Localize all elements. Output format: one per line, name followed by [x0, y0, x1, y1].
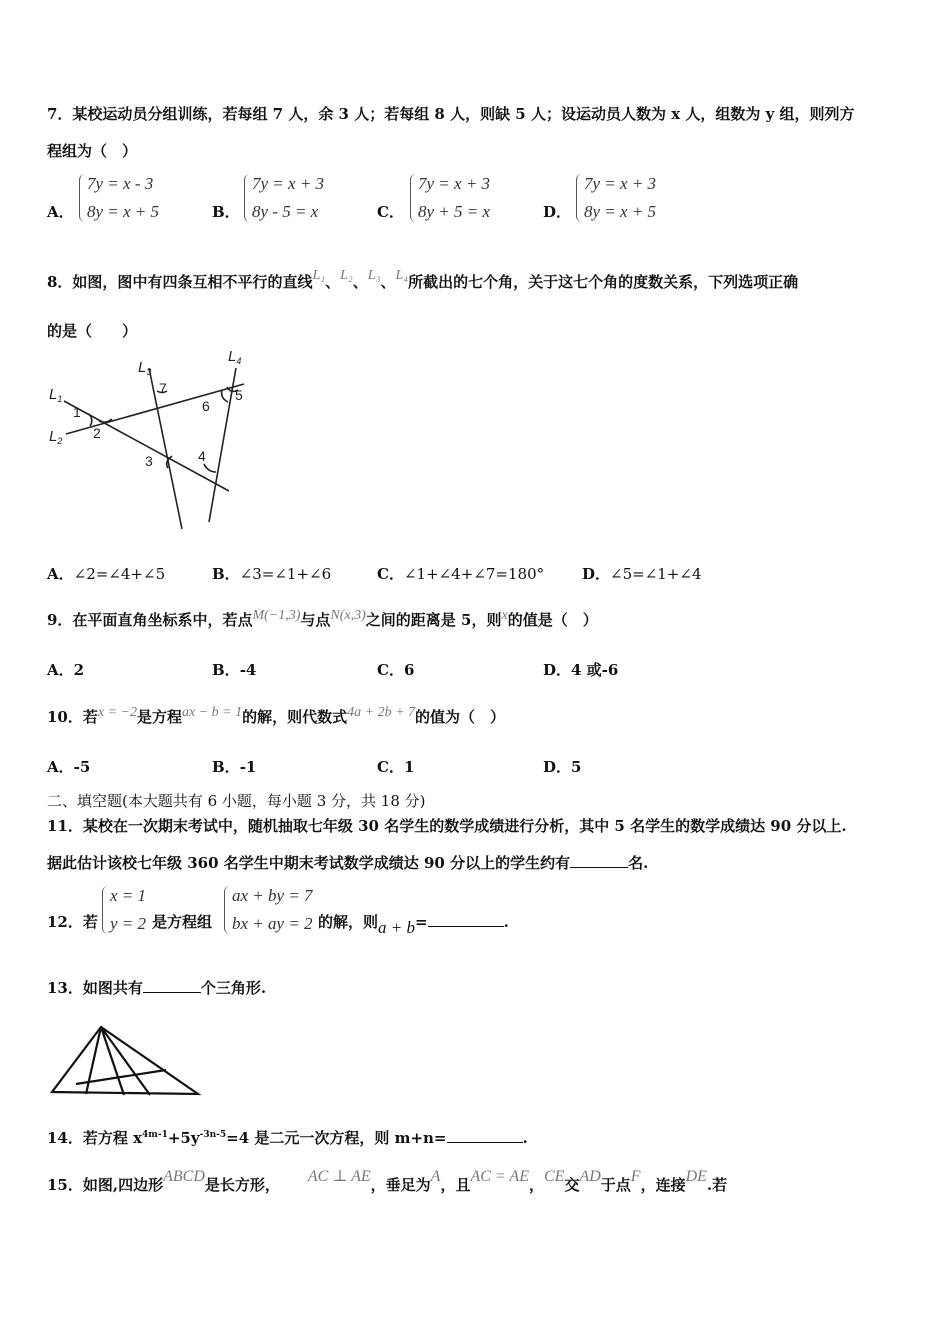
- q7-option-d-system[interactable]: [576, 174, 686, 224]
- var-x: x: [501, 608, 508, 623]
- q8-stem-b: 所截出的七个角，关于这七个角的度数关系，下列选项正确: [408, 273, 799, 291]
- option-label: B．: [212, 565, 240, 583]
- option-label: D．: [543, 758, 572, 776]
- line-l3: L₃: [367, 268, 381, 283]
- angle-label-1: 1: [73, 404, 81, 420]
- q9-stem-d: 的值是（ ）: [507, 611, 598, 629]
- option-text: 1: [403, 758, 415, 776]
- option-label: A．: [47, 661, 74, 679]
- math-f: F: [630, 1168, 641, 1185]
- q10-stem: [47, 706, 505, 727]
- angle-label-4: 4: [198, 448, 206, 464]
- q15-stem: [47, 1168, 728, 1195]
- q10-stem-c: 的解，则代数式: [242, 708, 348, 726]
- point-n: N(x,3): [330, 608, 366, 623]
- option-text: ∠1+∠4+∠7=180°: [403, 565, 545, 583]
- angle-arc-6: [222, 390, 228, 402]
- q11-text-end: 名.: [628, 854, 649, 872]
- option-text: 5: [571, 758, 582, 776]
- math-equation: ax − b = 1: [182, 705, 243, 720]
- math-x-eq: x = −2: [97, 705, 137, 720]
- equation: 7y = x + 3: [252, 174, 325, 193]
- q12-end-text: 的解，则: [318, 913, 379, 931]
- brace-icon: [244, 174, 251, 222]
- q7-option-c-system[interactable]: [410, 174, 520, 224]
- math-ce: CE: [543, 1168, 565, 1185]
- option-label: D．: [543, 661, 572, 679]
- q7-option-d-label: D．: [543, 203, 572, 221]
- q15-text: 于点: [600, 1176, 631, 1194]
- q8-stem-line1: [47, 268, 799, 292]
- q7-option-a-system[interactable]: [79, 174, 189, 224]
- point-m: M(−1,3): [252, 608, 301, 623]
- option-text: 2: [73, 661, 85, 679]
- q7-option-a-label: A．: [47, 203, 74, 221]
- option-text: 6: [403, 661, 415, 679]
- brace-icon: [102, 886, 109, 934]
- math-abcd: ABCD: [163, 1168, 205, 1185]
- q10-option-a[interactable]: [47, 756, 90, 777]
- cevian-3: [101, 1027, 150, 1095]
- option-label: C．: [377, 661, 404, 679]
- equation: bx + ay = 2: [232, 914, 313, 933]
- math-a: A: [430, 1168, 441, 1185]
- q13-stem: [47, 977, 266, 998]
- q15-text: ，且: [440, 1176, 471, 1194]
- answer-blank[interactable]: [447, 1128, 523, 1143]
- option-label: A．: [47, 758, 74, 776]
- angle-label-3: 3: [145, 453, 153, 469]
- q15-text: ，: [528, 1176, 544, 1194]
- q7-option-c-label: C．: [377, 203, 404, 221]
- q8-option-a[interactable]: [47, 563, 165, 584]
- label-l3: $L_3$: [138, 359, 152, 377]
- q8-figure: [44, 346, 254, 536]
- q15-text: ，垂足为: [370, 1176, 431, 1194]
- q10-option-c[interactable]: [377, 756, 414, 777]
- label-l2: $L_2$: [49, 428, 63, 446]
- line-l4: L₄: [395, 268, 409, 283]
- cevian-2: [101, 1027, 124, 1095]
- q8-stem-line2: 的是（ ）: [47, 322, 138, 340]
- section-heading: 二、填空题(本大题共有 6 小题，每小题 3 分，共 18 分): [47, 792, 426, 810]
- angle-label-7: 7: [159, 380, 167, 396]
- q9-stem-b: 与点: [300, 611, 331, 629]
- angle-label-6: 6: [202, 398, 210, 414]
- equation: 8y = x + 5: [87, 202, 160, 221]
- q10-option-b[interactable]: [212, 756, 256, 777]
- equation: 8y - 5 = x: [252, 202, 319, 221]
- equation: ax + by = 7: [232, 886, 313, 905]
- label-l4: $L_4$: [228, 348, 242, 366]
- brace-icon: [224, 886, 231, 934]
- math-perp: AC ⊥ AE: [307, 1168, 371, 1185]
- q11-line1: 11．某校在一次期末考试中，随机抽取七年级 30 名学生的数学成绩进行分析，其中 5 名学生的数学成绩达 90 分以上.: [47, 817, 847, 835]
- math-ad: AD: [579, 1168, 601, 1185]
- q14-text-a: 14．若方程 x: [47, 1129, 143, 1147]
- label-l1: $L_1$: [49, 386, 63, 404]
- q10-stem-a: 10．若: [47, 708, 98, 726]
- period: .: [522, 1129, 528, 1147]
- equation: 8y = x + 5: [584, 202, 657, 221]
- q14-text-b: +5y: [167, 1129, 200, 1147]
- q8-option-b[interactable]: [212, 563, 331, 584]
- q7-option-b-system[interactable]: [244, 174, 354, 224]
- q12-label: 12．若: [47, 913, 98, 931]
- q9-option-c[interactable]: [377, 659, 414, 680]
- equation: 7y = x + 3: [584, 174, 657, 193]
- option-text: 4 或-6: [571, 661, 619, 679]
- q13-triangle-figure: [46, 1022, 206, 1100]
- q8-option-c[interactable]: [377, 563, 544, 584]
- option-label: B．: [212, 661, 240, 679]
- q11-text: 据此估计该校七年级 360 名学生中期末考试数学成绩达 90 分以上的学生约有: [47, 854, 571, 872]
- q8-stem-a: 8．如图，图中有四条互相不平行的直线: [47, 273, 313, 291]
- answer-blank[interactable]: [428, 912, 504, 927]
- q7-stem-line1: 7．某校运动员分组训练，若每组 7 人，余 3 人；若每组 8 人，则缺 5 人；设运动员人数为 x 人，组数为 y 组，则列方: [47, 105, 855, 123]
- q15-text: 交: [564, 1176, 580, 1194]
- equation: 7y = x + 3: [418, 174, 491, 193]
- option-label: A．: [47, 565, 74, 583]
- angle-label-5: 5: [235, 387, 243, 403]
- math-de: DE: [685, 1168, 707, 1185]
- q13-text: 13．如图共有: [47, 979, 143, 997]
- period: .: [503, 913, 509, 931]
- q14-stem: [47, 1127, 528, 1148]
- option-label: B．: [212, 758, 240, 776]
- line-l1: L₁: [312, 268, 326, 283]
- q12-equation-system: [224, 886, 324, 936]
- brace-icon: [576, 174, 583, 222]
- option-text: -5: [73, 758, 91, 776]
- q9-stem-c: 之间的距离是 5，则: [365, 611, 502, 629]
- brace-icon: [410, 174, 417, 222]
- math-ac-ae: AC = AE: [470, 1168, 529, 1185]
- option-label: C．: [377, 758, 404, 776]
- option-text: -1: [239, 758, 257, 776]
- q15-text: .若: [706, 1176, 728, 1194]
- brace-icon: [79, 174, 86, 222]
- q10-stem-d: 的值为（ ）: [415, 708, 506, 726]
- math-expression: 4a + 2b + 7: [347, 705, 416, 720]
- q12-mid: 是方程组: [152, 913, 213, 931]
- q12-end: [318, 911, 509, 937]
- exponent-2: -3n-5: [199, 1130, 227, 1140]
- option-text: ∠3=∠1+∠6: [239, 565, 332, 583]
- sep: 、: [380, 273, 396, 291]
- exponent-1: 4m-1: [142, 1130, 168, 1140]
- line-l2: L₂: [340, 268, 353, 283]
- answer-blank[interactable]: [570, 853, 628, 868]
- equation: 8y + 5 = x: [418, 202, 491, 221]
- option-text: ∠2=∠4+∠5: [73, 565, 166, 583]
- option-text: ∠5=∠1+∠4: [610, 565, 702, 583]
- q10-option-d[interactable]: [543, 756, 581, 777]
- option-text: -4: [239, 661, 257, 679]
- option-label: C．: [377, 565, 404, 583]
- q9-option-d[interactable]: [543, 659, 618, 680]
- angle-arc-4: [204, 464, 216, 472]
- option-label: D．: [582, 565, 611, 583]
- equation: 7y = x - 3: [87, 174, 154, 193]
- q10-stem-b: 是方程: [136, 708, 182, 726]
- q7-option-b-label: B．: [212, 203, 240, 221]
- q14-text-c: =4 是二元一次方程，则 m+n=: [226, 1129, 447, 1147]
- q9-option-b[interactable]: [212, 659, 256, 680]
- angle-label-2: 2: [93, 425, 101, 441]
- equation: x = 1: [110, 886, 147, 905]
- q7-stem-line2: 程组为（ ）: [47, 142, 138, 160]
- q15-text: ，连接: [640, 1176, 686, 1194]
- q15-text: 15．如图,四边形: [47, 1176, 164, 1194]
- sep: 、: [352, 273, 368, 291]
- sep: 、: [325, 273, 341, 291]
- equals: =: [415, 913, 428, 931]
- q15-text: 是长方形，: [204, 1176, 280, 1194]
- equation: y = 2: [110, 914, 147, 933]
- q11-line2: [47, 852, 648, 873]
- q9-option-a[interactable]: [47, 659, 84, 680]
- q13-text-end: 个三角形.: [200, 979, 267, 997]
- answer-blank[interactable]: [143, 978, 201, 993]
- q9-stem-a: 9．在平面直角坐标系中，若点: [47, 611, 253, 629]
- q8-option-d[interactable]: [582, 563, 702, 584]
- q9-stem: [47, 609, 598, 630]
- math-a-plus-b: a + b: [378, 918, 415, 937]
